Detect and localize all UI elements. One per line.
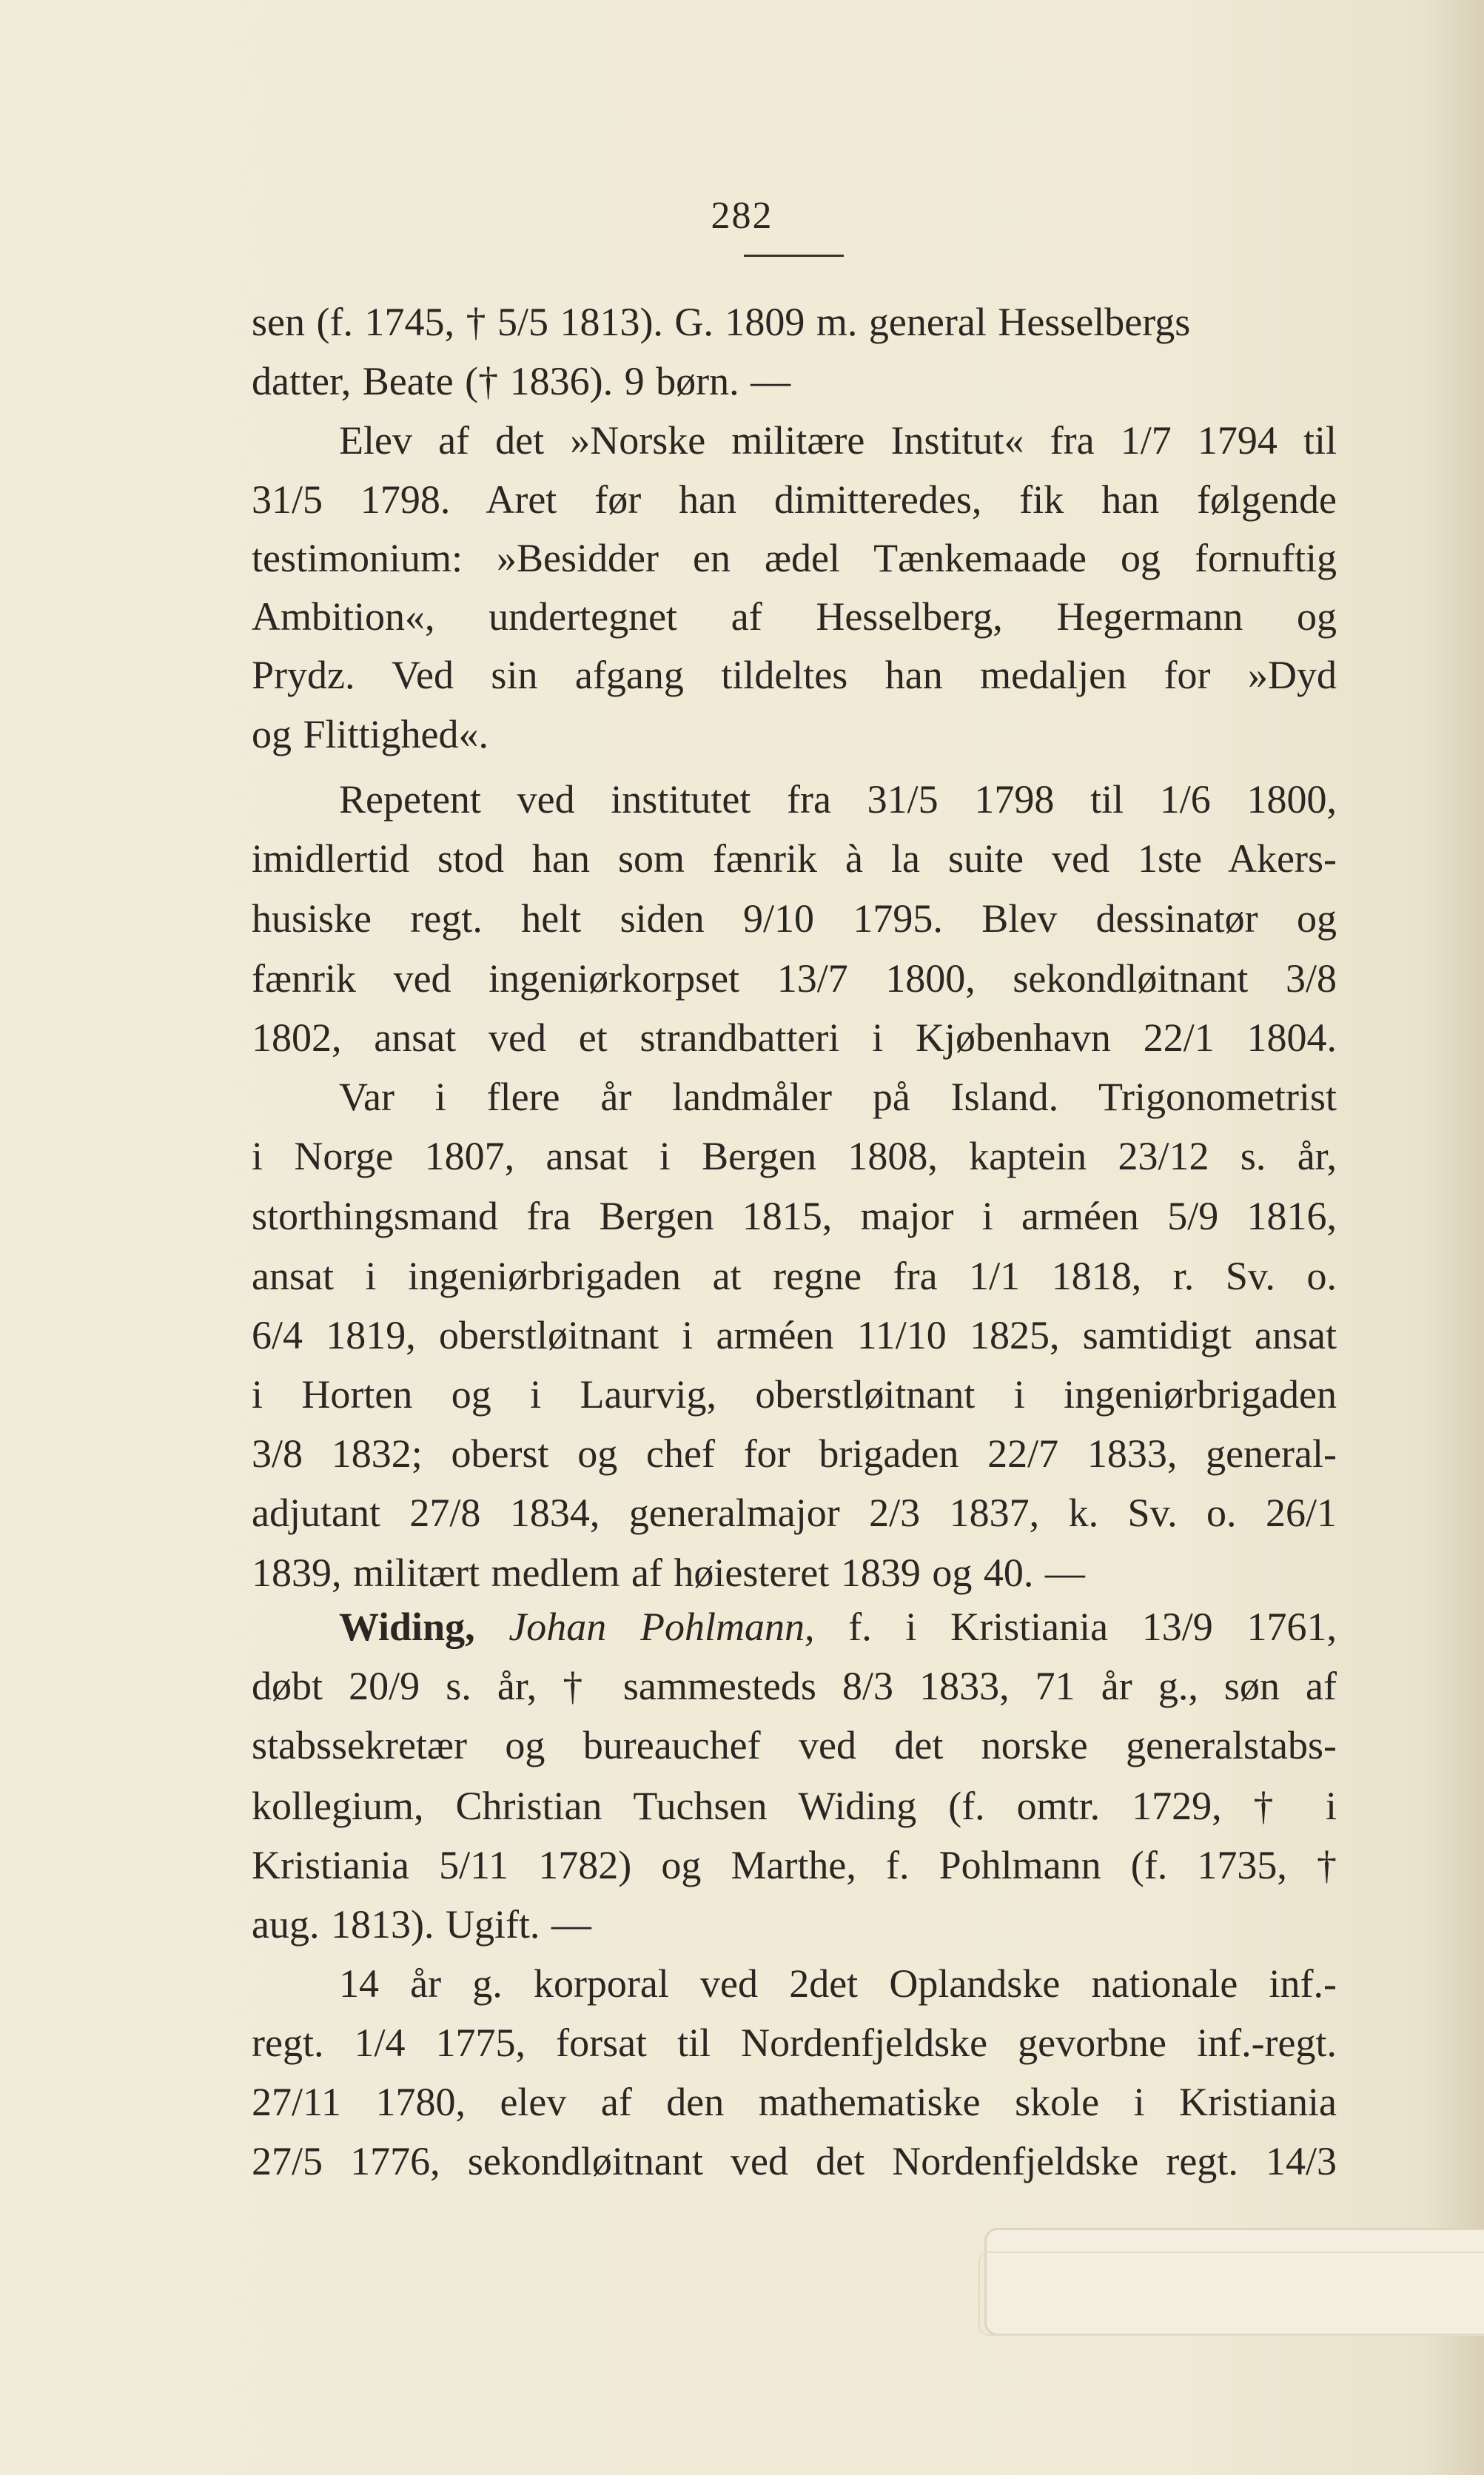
entry-given-names: Johan Pohlmann, <box>508 1605 815 1649</box>
text-line: imidlertid stod han som fænrik à la suite ved 1ste Akers- <box>252 836 1337 881</box>
text-line: døbt 20/9 s. år, † sammesteds 8/3 1833, 71 år g., søn af <box>252 1664 1337 1708</box>
text-line: kollegium, Christian Tuchsen Widing (f. omtr. 1729, † i <box>252 1784 1337 1828</box>
text-line: 14 år g. korporal ved 2det Oplandske nationale inf.- <box>339 1961 1337 2006</box>
bookmark-tab-outline <box>978 2251 1484 2336</box>
text-line: 27/5 1776, sekondløitnant ved det Nordenfjeldske regt. 14/3 <box>252 2139 1337 2183</box>
text-line: 1802, ansat ved et strandbatteri i Kjøbenhavn 22/1 1804. <box>252 1015 1337 1060</box>
text-line: Repetent ved institutet fra 31/5 1798 til 1/6 1800, <box>339 777 1337 822</box>
text-line: Var i flere år landmåler på Island. Trigonometrist <box>339 1075 1337 1119</box>
text-line: og Flittighed«. <box>252 712 489 756</box>
text-line: testimonium: »Besidder en ædel Tænkemaade og fornuftig <box>252 536 1337 580</box>
entry-birth: f. i Kristiania 13/9 1761, <box>848 1605 1337 1649</box>
text-line: regt. 1/4 1775, forsat til Nordenfjeldske gevorbne inf.-regt. <box>252 2021 1337 2065</box>
text-line: Ambition«, undertegnet af Hesselberg, Hegermann og <box>252 594 1337 639</box>
text-line: i Horten og i Laurvig, oberstløitnant i ingeniørbrigaden <box>252 1372 1337 1417</box>
text-line: Kristiania 5/11 1782) og Marthe, f. Pohlmann (f. 1735, † <box>252 1843 1337 1887</box>
text-line: Prydz. Ved sin afgang tildeltes han medaljen for »Dyd <box>252 653 1337 697</box>
text-line: sen (f. 1745, † 5/5 1813). G. 1809 m. general Hesselbergs <box>252 300 1191 344</box>
text-line: 31/5 1798. Aret før han dimitteredes, fik han følgende <box>252 477 1337 522</box>
entry-heading-line <box>252 1605 1337 1649</box>
text-line: storthingsmand fra Bergen 1815, major i arméen 5/9 1816, <box>252 1194 1337 1238</box>
page-number: 282 <box>711 195 773 237</box>
entry-surname: Widing, <box>339 1605 475 1649</box>
text-line: 27/11 1780, elev af den mathematiske skole i Kristiania <box>252 2080 1337 2124</box>
text-line: 1839, militært medlem af høiesteret 1839 og 40. — <box>252 1551 1085 1595</box>
text-line: datter, Beate († 1836). 9 børn. — <box>252 359 791 403</box>
text-line: ansat i ingeniørbrigaden at regne fra 1/1 1818, r. Sv. o. <box>252 1254 1337 1298</box>
text-line: fænrik ved ingeniørkorpset 13/7 1800, sekondløitnant 3/8 <box>252 956 1337 1001</box>
header-rule <box>744 255 844 257</box>
text-line: 6/4 1819, oberstløitnant i arméen 11/10 1825, samtidigt ansat <box>252 1313 1337 1357</box>
text-line: i Norge 1807, ansat i Bergen 1808, kaptein 23/12 s. år, <box>252 1134 1337 1178</box>
text-line: stabssekretær og bureauchef ved det norske generalstabs- <box>252 1723 1337 1767</box>
text-line: 3/8 1832; oberst og chef for brigaden 22/7 1833, general- <box>252 1431 1337 1476</box>
text-line: Elev af det »Norske militære Institut« fra 1/7 1794 til <box>339 418 1337 463</box>
text-line: aug. 1813). Ugift. — <box>252 1902 591 1947</box>
text-line: husiske regt. helt siden 9/10 1795. Blev dessinatør og <box>252 896 1337 941</box>
text-line: adjutant 27/8 1834, generalmajor 2/3 1837, k. Sv. o. 26/1 <box>252 1491 1337 1535</box>
